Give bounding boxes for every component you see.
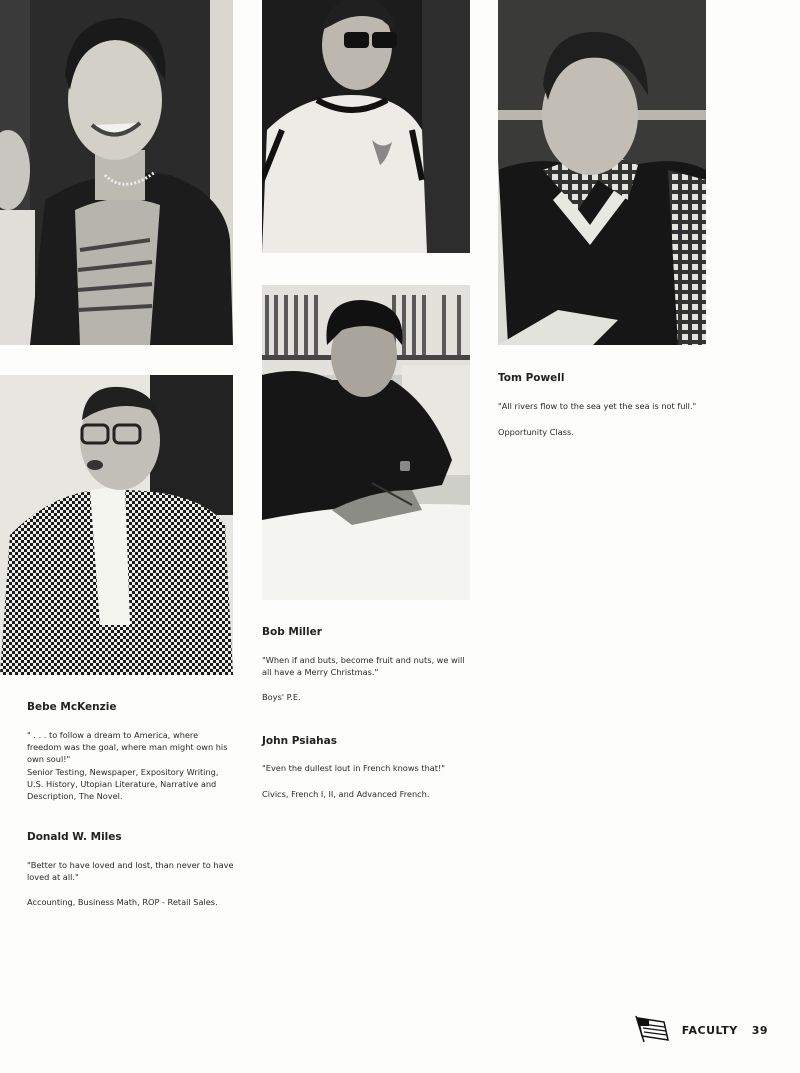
- faculty-subjects-donald-miles: Accounting, Business Math, ROP - Retail Sales.: [27, 897, 218, 907]
- faculty-subjects-tom-powell: Opportunity Class.: [498, 427, 574, 437]
- faculty-subjects-bebe-mckenzie: Senior Testing, Newspaper, Expository Writing, U.S. History, Utopian Literature, Narrative and Description, The Novel.: [27, 767, 219, 801]
- faculty-name-bebe-mckenzie: Bebe McKenzie: [27, 701, 117, 713]
- flag-emblem-icon: [634, 1014, 672, 1047]
- faculty-name-donald-miles: Donald W. Miles: [27, 831, 122, 843]
- faculty-quote-bebe-mckenzie: " . . . to follow a dream to America, where freedom was the goal, where man might own his own soul!": [27, 730, 228, 764]
- faculty-subjects-bob-miller: Boys' P.E.: [262, 692, 301, 702]
- page-footer: [634, 1014, 768, 1047]
- faculty-quote-donald-miles: "Better to have loved and lost, than never to have loved at all.": [27, 860, 234, 882]
- faculty-quote-bob-miller: "When if and buts, become fruit and nuts, we will all have a Merry Christmas.": [262, 655, 465, 677]
- faculty-name-tom-powell: Tom Powell: [498, 372, 565, 384]
- footer-section-label: FACULTY: [681, 1024, 738, 1037]
- page-number: 39: [751, 1024, 768, 1037]
- photo-bob-miller: [262, 285, 470, 600]
- faculty-quote-tom-powell: "All rivers flow to the sea yet the sea is not full.": [498, 401, 697, 411]
- photo-bebe-mckenzie: [0, 0, 233, 345]
- faculty-name-bob-miller: Bob Miller: [262, 626, 322, 638]
- photo-tom-powell: [498, 0, 706, 345]
- photo-john-psiahas: [262, 0, 470, 253]
- faculty-quote-john-psiahas: "Even the dullest lout in French knows that!": [262, 763, 446, 773]
- faculty-subjects-john-psiahas: Civics, French I, II, and Advanced French.: [262, 789, 430, 799]
- faculty-name-john-psiahas: John Psiahas: [262, 735, 337, 747]
- photo-donald-miles: [0, 375, 233, 675]
